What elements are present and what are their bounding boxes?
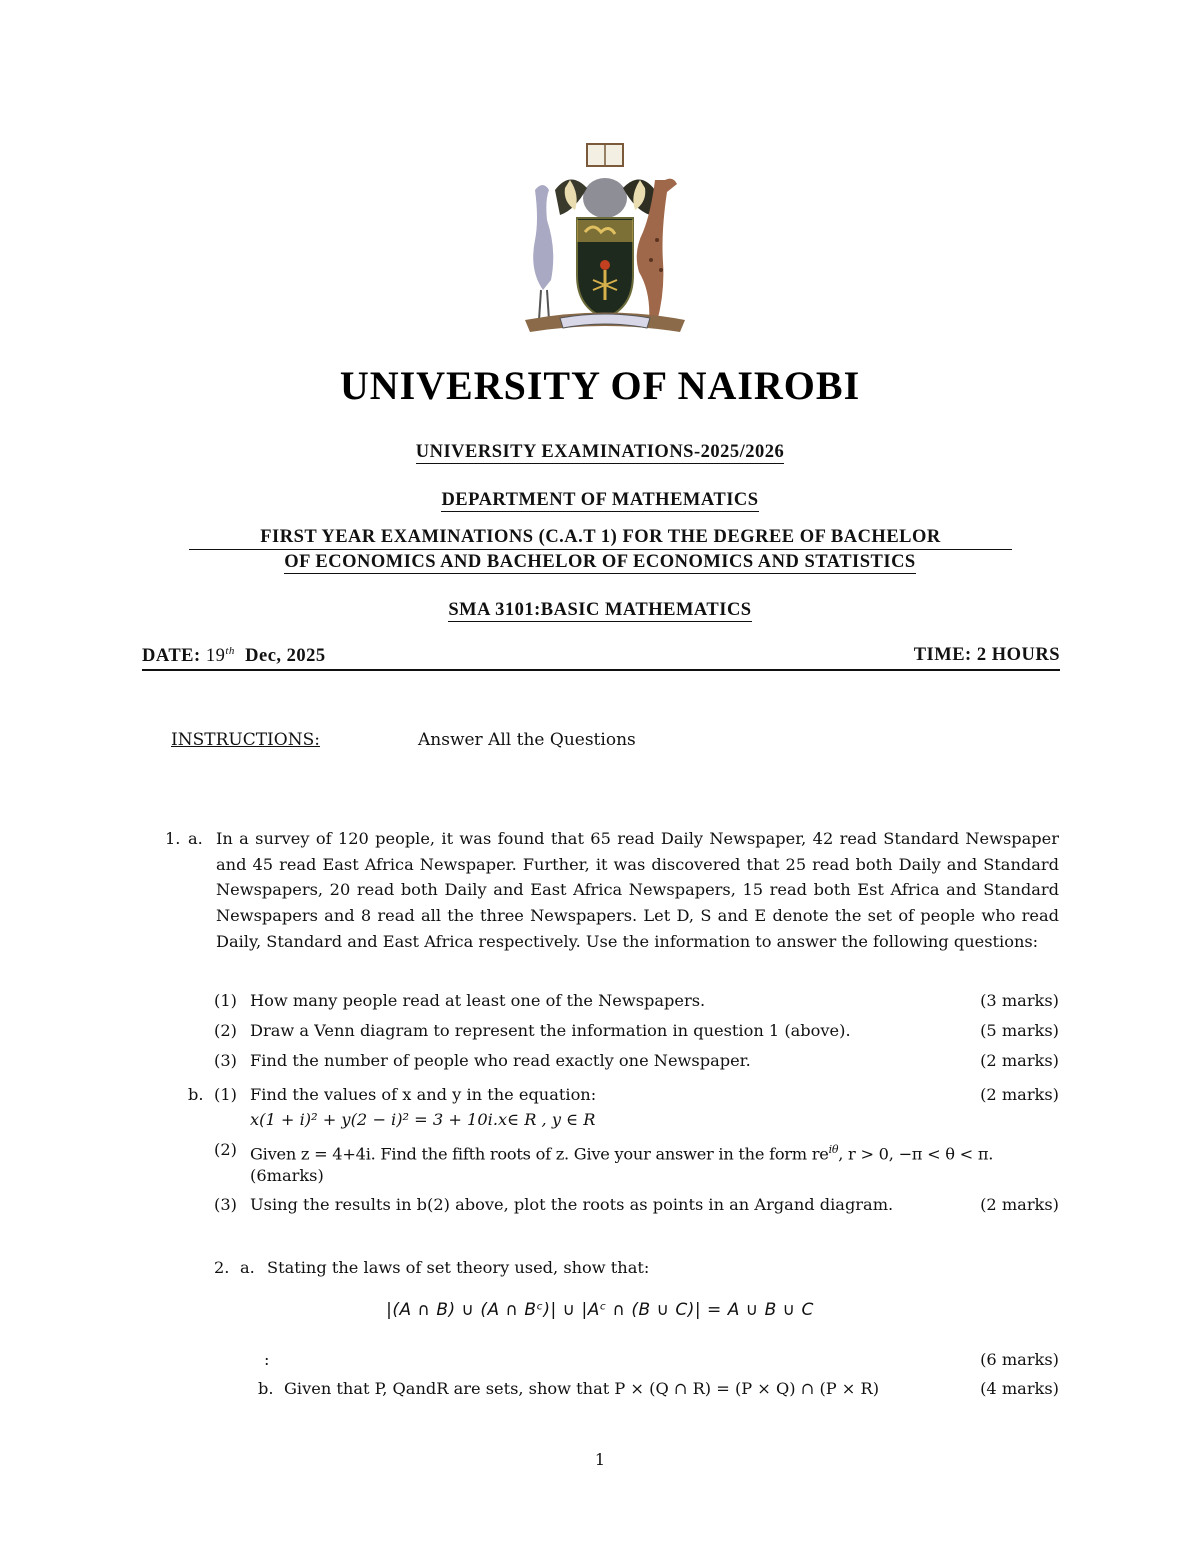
q2a-text: Stating the laws of set theory used, show that: <box>267 1258 650 1277</box>
part-marks: (3 marks) <box>980 991 1059 1010</box>
part-label: (3) <box>214 1195 237 1214</box>
q2a-label: a. <box>240 1258 255 1277</box>
part-marks: (5 marks) <box>980 1021 1059 1040</box>
q2a-colon: : <box>264 1350 270 1369</box>
q1b-label: b. <box>188 1085 204 1104</box>
q2-number: 2. <box>214 1258 230 1277</box>
q1a-text: In a survey of 120 people, it was found that 65 read Daily Newspaper, 42 read Standard Newspaper and 45 read East Africa Newspaper. Further, it was discovered that 25 read both Daily and Standard Newspapers, 20 read both Daily and East Africa Newspapers, 15 read both Est Africa and Standard Newspapers and 8 read all the three Newspapers. Let D, S and E denote the set of people who read Daily, Standard and East Africa respectively. Use the information to answer the following questions: <box>216 829 1059 951</box>
date-day: 19 <box>205 646 226 667</box>
q2a-marks-row <box>0 1347 1200 1373</box>
date-suffix: th <box>225 645 235 657</box>
time-value: 2 HOURS <box>976 645 1060 665</box>
coat-of-arms-icon <box>515 140 690 340</box>
part-text <box>250 1137 1060 1167</box>
part-text: Draw a Venn diagram to represent the information in question 1 (above). <box>250 1021 851 1040</box>
time-label: TIME: <box>913 645 972 665</box>
q1a-part-2 <box>0 1018 1200 1044</box>
q1b-part-2 <box>0 1137 1200 1163</box>
degree-line-2-wrap <box>0 552 1200 573</box>
course-heading <box>0 600 1200 621</box>
date-time-row <box>142 645 1060 671</box>
q2b-text: Given that P, QandR are sets, show that P × (Q ∩ R) = (P × Q) ∩ (P × R) <box>284 1379 880 1398</box>
degree-line-2: OF ECONOMICS AND BACHELOR OF ECONOMICS AND STATISTICS <box>284 552 916 572</box>
exam-session-text: UNIVERSITY EXAMINATIONS-2025/2026 <box>415 442 785 462</box>
q2b-label: b. <box>258 1379 274 1398</box>
part-text-tail: , r > 0, −π < θ < π. <box>838 1144 994 1164</box>
part-label: (2) <box>214 1021 237 1040</box>
q1a-part-3 <box>0 1048 1200 1074</box>
q1-number: 1. <box>165 829 181 848</box>
q1b-part-2-marks: (6marks) <box>250 1166 324 1185</box>
q1b-part-3 <box>0 1192 1200 1218</box>
department-text: DEPARTMENT OF MATHEMATICS <box>441 490 759 510</box>
part-text: How many people read at least one of the Newspapers. <box>250 991 706 1010</box>
part-label: (1) <box>214 1085 237 1104</box>
date-label: DATE: <box>142 646 201 667</box>
exam-date <box>142 645 326 667</box>
department-heading <box>0 490 1200 511</box>
part-label: (2) <box>214 1140 237 1159</box>
part-text-exponent: iθ <box>828 1143 839 1156</box>
university-name: UNIVERSITY OF NAIROBI <box>339 363 861 408</box>
degree-line-1: FIRST YEAR EXAMINATIONS (C.A.T 1) FOR THE DEGREE OF BACHELOR <box>189 527 1012 550</box>
part-text: Find the number of people who read exactly one Newspaper. <box>250 1051 751 1070</box>
part-label: (1) <box>214 991 237 1010</box>
part-marks: (2 marks) <box>980 1195 1059 1214</box>
part-text: Using the results in b(2) above, plot the roots as points in an Argand diagram. <box>250 1195 894 1214</box>
instructions-label: INSTRUCTIONS: <box>171 730 320 750</box>
q2a-marks: (6 marks) <box>980 1350 1059 1369</box>
q2b-marks: (4 marks) <box>980 1379 1059 1398</box>
date-rest: Dec, 2025 <box>245 646 326 667</box>
q2b-row <box>0 1376 1200 1402</box>
exam-time <box>914 645 1060 666</box>
exam-session-heading <box>0 442 1200 463</box>
q2a-intro <box>0 1255 1200 1281</box>
q2a-formula: |(A ∩ B) ∪ (A ∩ Bᶜ)| ∪ |Aᶜ ∩ (B ∪ C)| = A ∪ B ∪ C <box>386 1300 814 1320</box>
instructions-text: Answer All the Questions <box>418 730 636 750</box>
q1b-equation: x(1 + i)² + y(2 − i)² = 3 + 10i.x∈ R , y ∈ R <box>250 1110 596 1129</box>
part-marks: (2 marks) <box>980 1085 1059 1104</box>
part-marks: (2 marks) <box>980 1051 1059 1070</box>
part-text-main: Given z = 4+4i. Find the fifth roots of z. Give your answer in the form re <box>250 1144 829 1164</box>
q1a-label: a. <box>188 829 203 848</box>
q1b-part-1 <box>0 1082 1200 1108</box>
part-label: (3) <box>214 1051 237 1070</box>
course-title: SMA 3101:BASIC MATHEMATICS <box>448 600 752 620</box>
part-text: Find the values of x and y in the equation: <box>250 1085 597 1104</box>
page-number: 1 <box>594 1450 606 1469</box>
q1a-part-1 <box>0 988 1200 1014</box>
university-crest <box>515 140 690 340</box>
